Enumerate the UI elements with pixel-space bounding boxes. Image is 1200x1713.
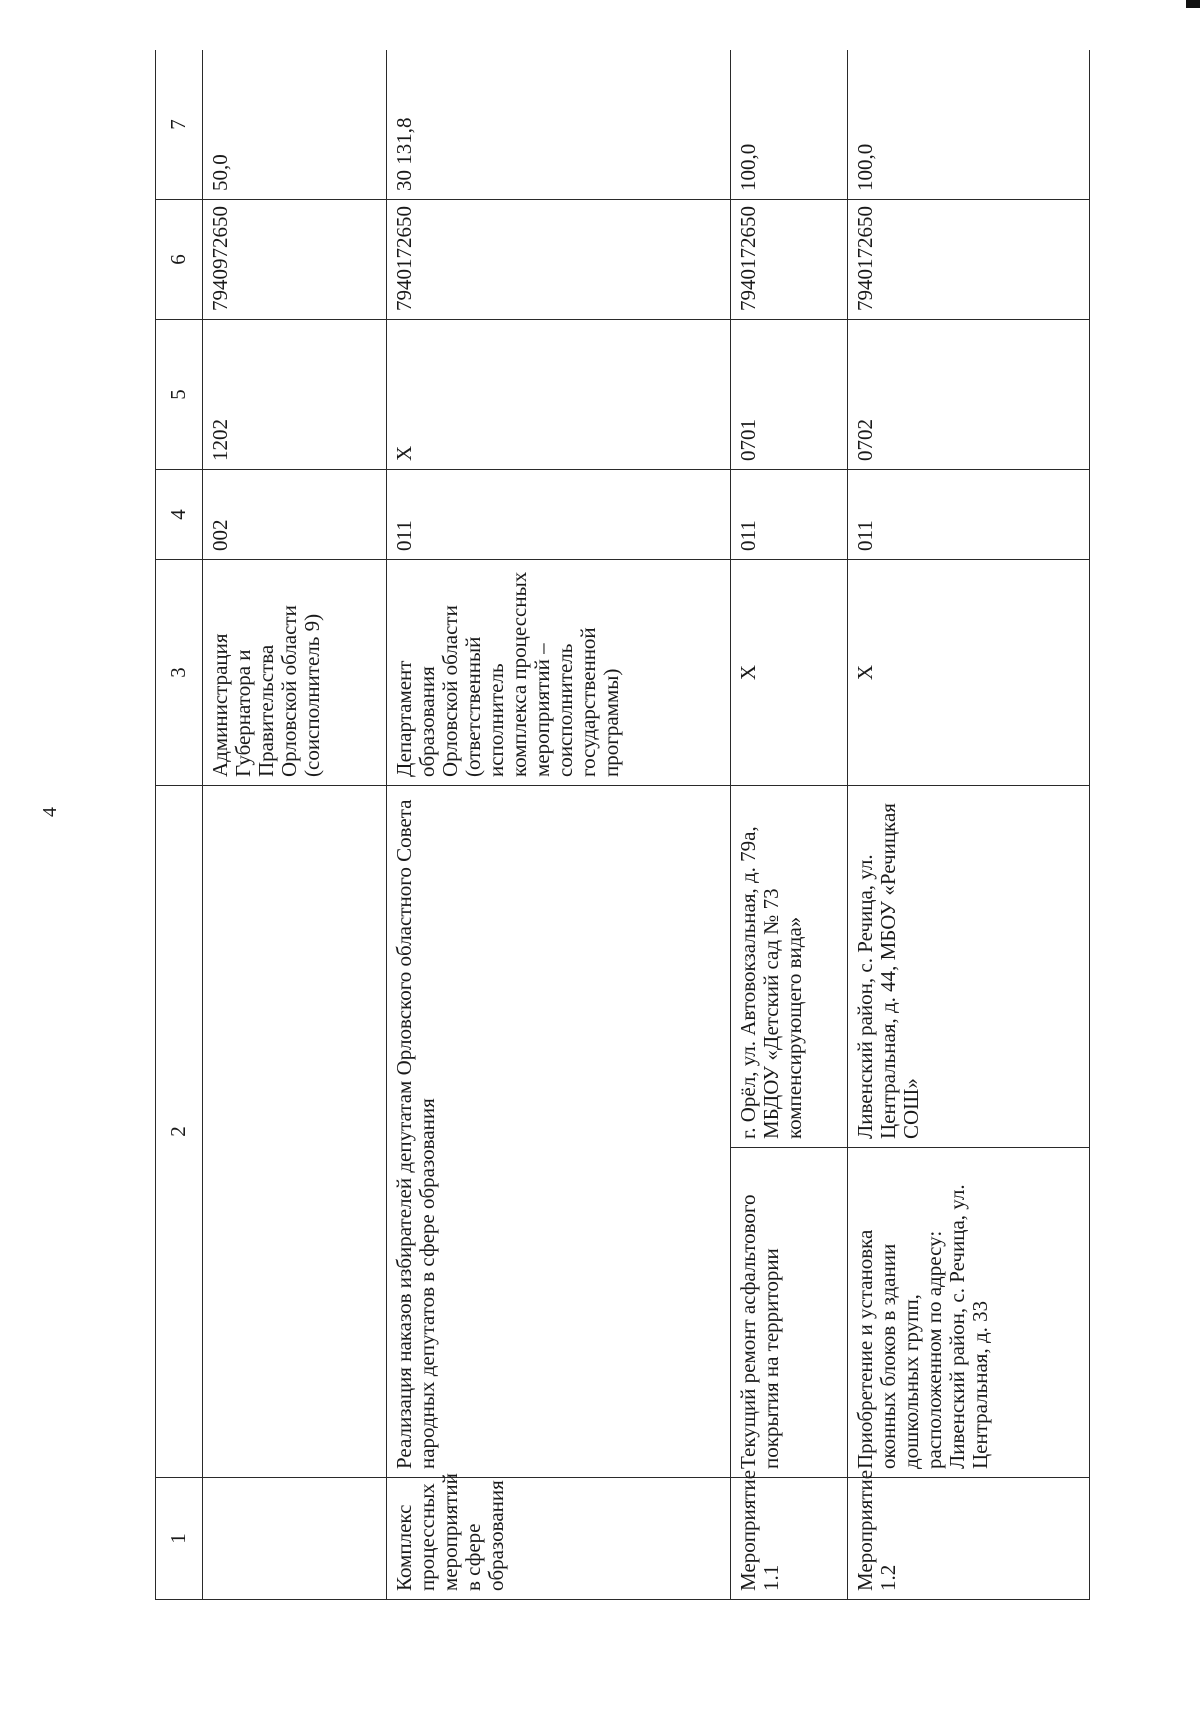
- cell-admin-code: 002: [202, 470, 387, 560]
- table-row-complex: [387, 50, 731, 1600]
- cell-m1-section: 0701: [731, 320, 848, 470]
- cell-m1-title: Мероприятие 1.1: [731, 1478, 848, 1600]
- table-row-admin: [202, 50, 387, 1600]
- cell-m1-description: Текущий ремонт асфальтового покрытия на территории: [731, 1148, 848, 1478]
- cell-admin-executor: Администрация Губернатора и Правительства Орловской области (соисполнитель 9): [202, 560, 387, 786]
- cell-m2-amount: 100,0: [848, 50, 1090, 200]
- cell-m2-address: Ливенский район, с. Речица, ул. Центральная, д. 44, МБОУ «Речицкая СОШ»: [848, 786, 1090, 1148]
- header-col-4: 4: [156, 470, 203, 560]
- table-row-measure-1-1: [731, 50, 848, 1600]
- rotated-table-wrapper: [155, 50, 1090, 1600]
- cell-m1-code: 011: [731, 470, 848, 560]
- table-row-measure-1-2: [848, 50, 1090, 1600]
- cell-admin-col2: [202, 786, 387, 1478]
- cell-complex-target: 7940172650: [387, 200, 731, 320]
- cell-complex-description: Реализация наказов избирателей депутатам Орловского областного Совета народных депутатов в сфере образования: [387, 786, 731, 1478]
- page-number: [39, 800, 61, 830]
- cell-admin-section: 1202: [202, 320, 387, 470]
- cell-complex-executor: Департамент образования Орловской области (ответственный исполнитель комплекса процессных мероприятий – соисполнитель государственной программы): [387, 560, 731, 786]
- cell-m2-code: 011: [848, 470, 1090, 560]
- cell-m2-title: Мероприятие 1.2: [848, 1478, 1090, 1600]
- header-col-1: 1: [156, 1478, 203, 1600]
- cell-m2-target: 7940172650: [848, 200, 1090, 320]
- header-col-7: 7: [156, 50, 203, 200]
- cell-m2-executor: Х: [848, 560, 1090, 786]
- cell-complex-amount: 30 131,8: [387, 50, 731, 200]
- cell-complex-code: 011: [387, 470, 731, 560]
- page-number-text: 4: [39, 807, 61, 817]
- program-table: [155, 50, 1090, 1600]
- document-sheet: [155, 50, 1090, 1600]
- header-col-5: 5: [156, 320, 203, 470]
- cell-complex-title: Комплекс процессных мероприятий в сфере образования: [387, 1478, 731, 1600]
- header-row: [156, 50, 203, 1600]
- cell-m1-target: 7940172650: [731, 200, 848, 320]
- corner-mark: [1186, 0, 1200, 8]
- cell-m1-amount: 100,0: [731, 50, 848, 200]
- cell-m1-address: г. Орёл, ул. Автовокзальная, д. 79а, МБДОУ «Детский сад № 73 компенсирующего вида»: [731, 786, 848, 1148]
- header-col-6: 6: [156, 200, 203, 320]
- cell-complex-section: Х: [387, 320, 731, 470]
- header-col-3: 3: [156, 560, 203, 786]
- cell-m2-section: 0702: [848, 320, 1090, 470]
- cell-admin-col1: [202, 1478, 387, 1600]
- cell-admin-target: 7940972650: [202, 200, 387, 320]
- cell-admin-amount: 50,0: [202, 50, 387, 200]
- cell-m1-executor: Х: [731, 560, 848, 786]
- cell-m2-description: Приобретение и установка оконных блоков в здании дошкольных групп, расположенном по адресу: Ливенский район, с. Речица, ул. Центральная, д. 33: [848, 1148, 1090, 1478]
- header-col-2: 2: [156, 786, 203, 1478]
